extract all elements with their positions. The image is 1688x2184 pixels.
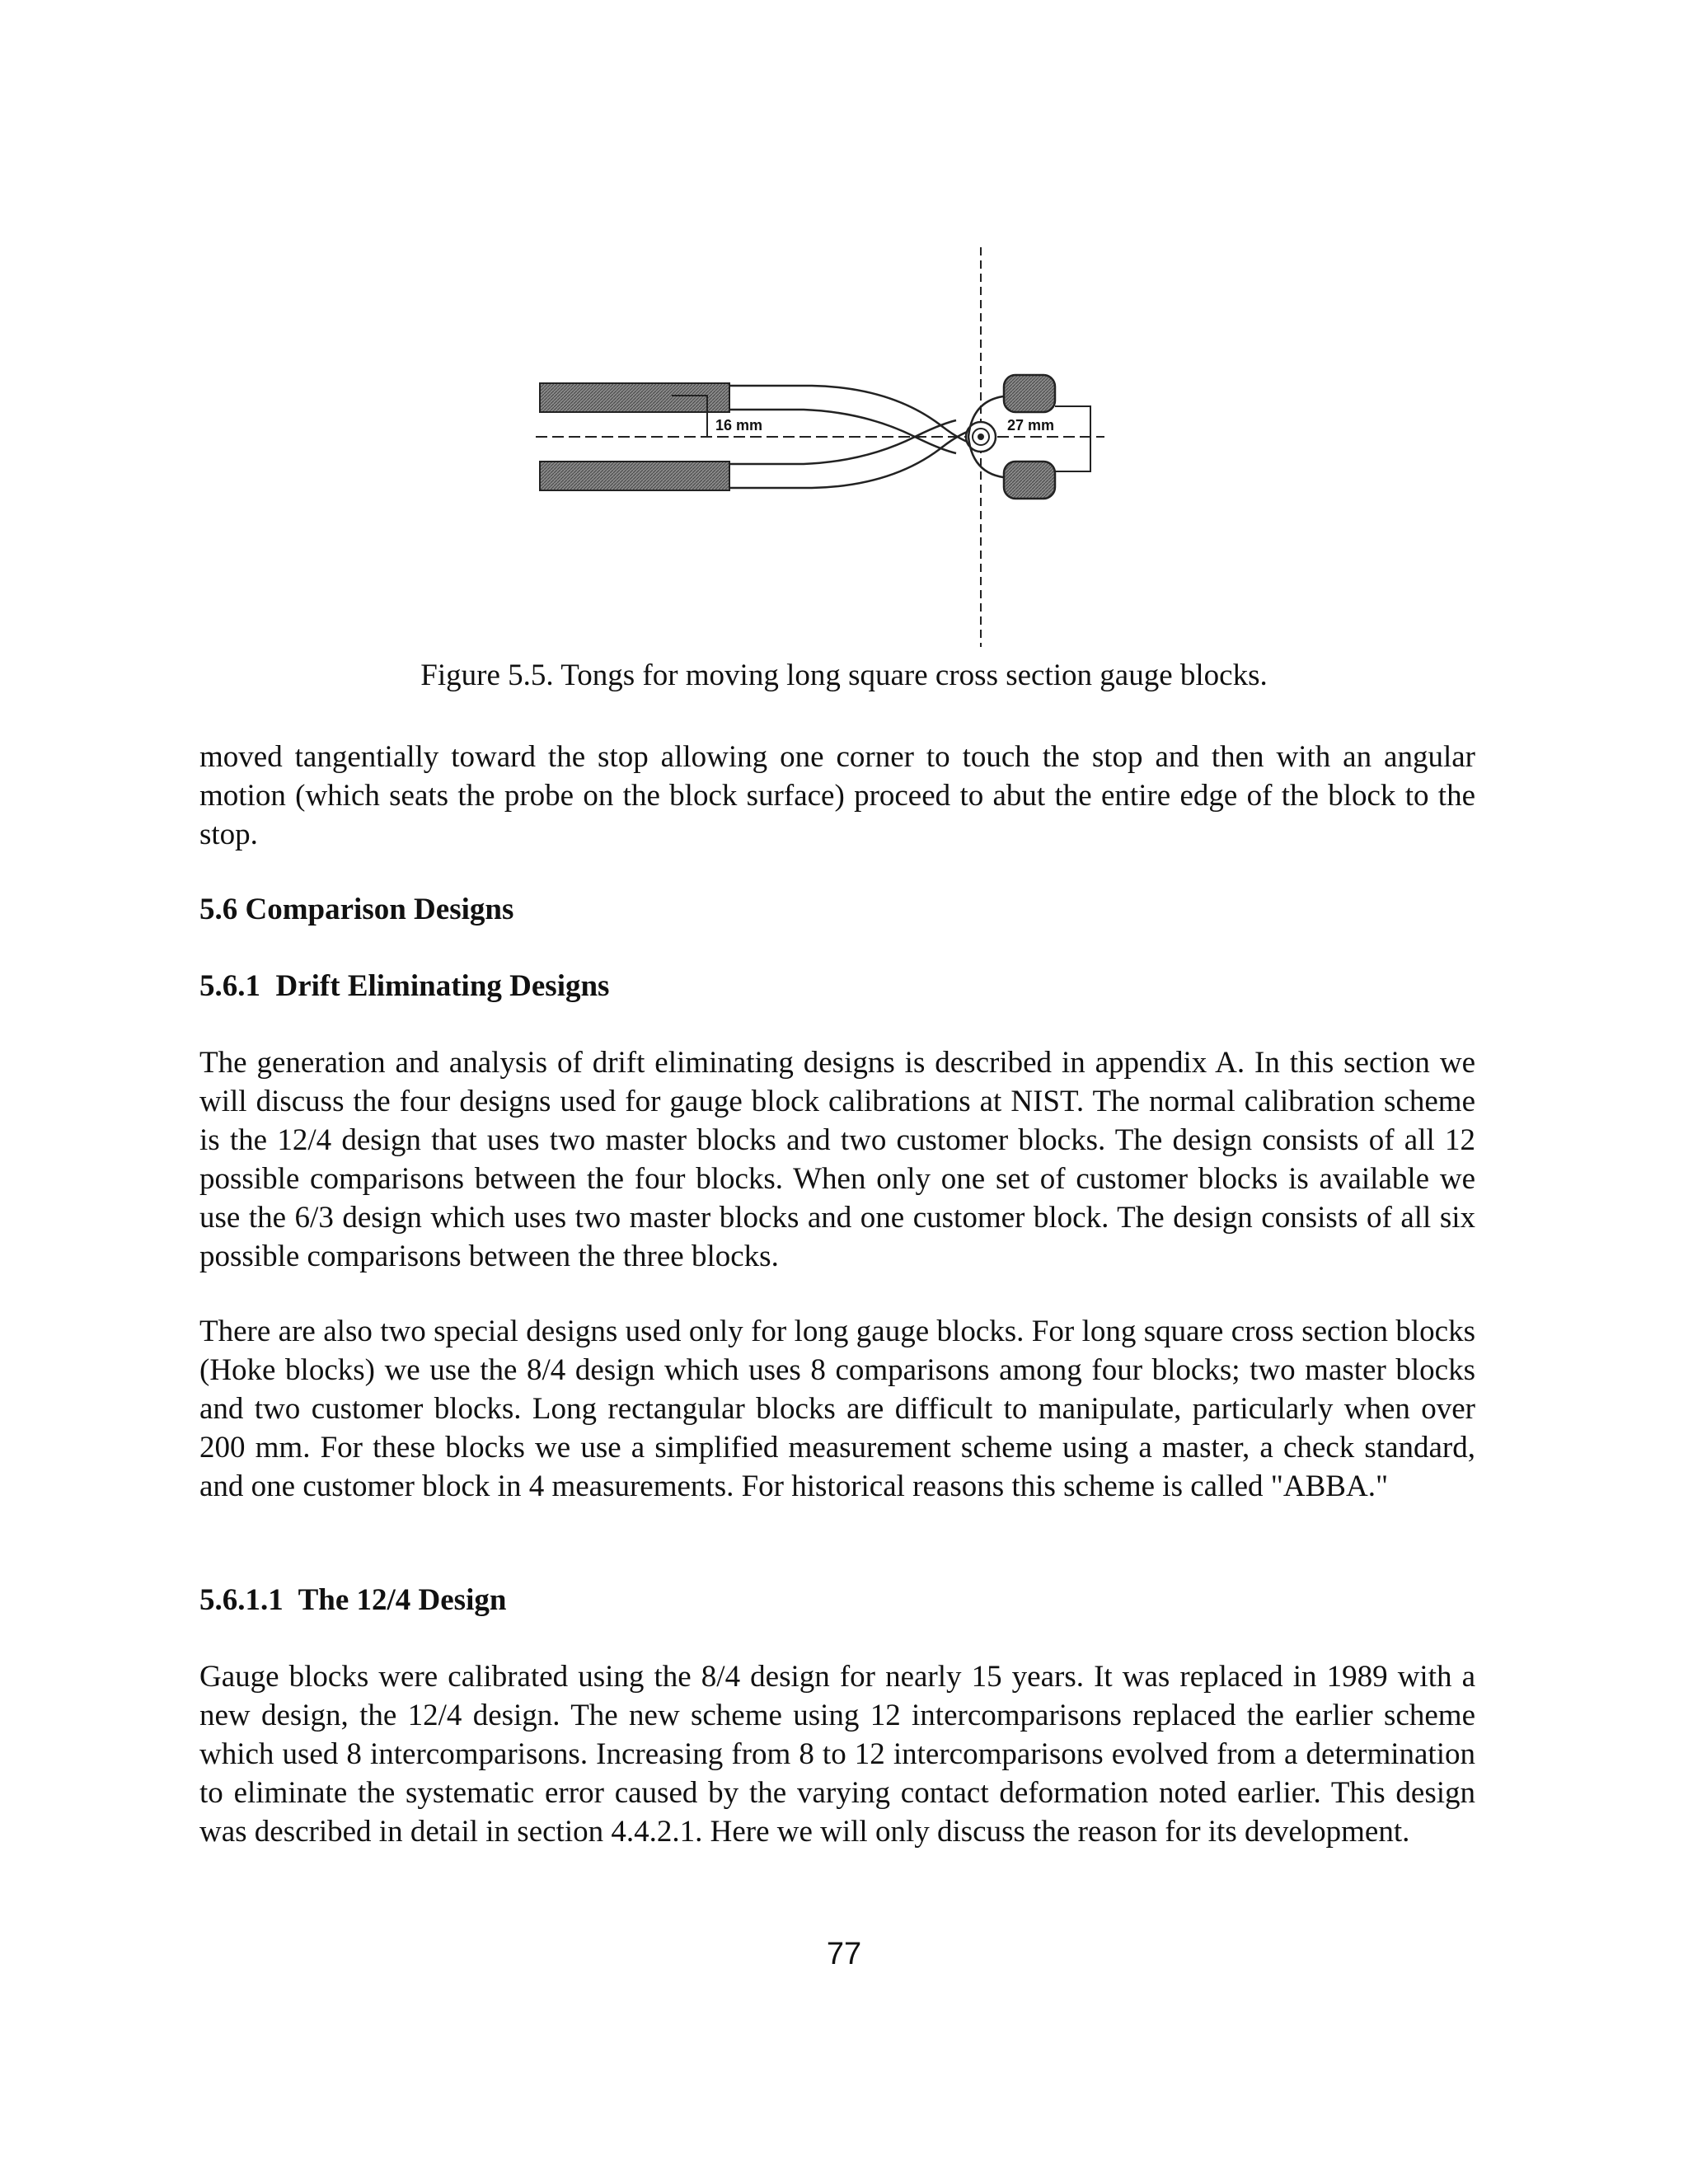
figure-caption: Figure 5.5. Tongs for moving long square cross section gauge blocks. bbox=[420, 658, 1268, 692]
page-number: 77 bbox=[826, 1937, 862, 1971]
left-lower-grip bbox=[540, 462, 729, 490]
paragraph-continuation: moved tangentially toward the stop allowing one corner to touch the stop and then with an angular motion (which seats the probe on the block surface) proceed to abut the entire edge of the block to the stop. bbox=[199, 740, 1475, 851]
right-dimension-label: 27 mm bbox=[1007, 417, 1055, 434]
right-lower-block bbox=[1004, 462, 1055, 499]
left-upper-grip bbox=[540, 383, 729, 412]
left-dimension-label: 16 mm bbox=[715, 417, 763, 434]
lower-arm-inner bbox=[729, 420, 956, 464]
pivot-center bbox=[978, 434, 984, 440]
paragraph-drift-designs: The generation and analysis of drift eliminating designs is described in appendix A. In this section we will discuss the four designs used for gauge block calibrations at NIST. The normal calibration scheme is the 12/4 design that uses two master blocks and two customer blocks. The design consists of all 12 possible comparisons between the four blocks. When only one set of customer blocks is available we use the 6/3 design which uses two master blocks and one customer block. The design consists of all six possible comparisons between the three blocks. bbox=[199, 1046, 1475, 1273]
right-dimension-bracket bbox=[1055, 406, 1090, 471]
subsection-heading: 5.6.1 Drift Eliminating Designs bbox=[199, 969, 610, 1003]
subsubsection-heading: 5.6.1.1 The 12/4 Design bbox=[199, 1583, 507, 1617]
section-heading: 5.6 Comparison Designs bbox=[199, 893, 514, 926]
upper-arm-inner bbox=[729, 410, 956, 453]
paragraph-special-designs: There are also two special designs used only for long gauge blocks. For long square cross section blocks (Hoke blocks) we use the 8/4 design which uses 8 comparisons among four blocks; two master blocks and two customer blocks. Long rectangular blocks are difficult to manipulate, particularly when over 200 mm. For these blocks we use a simplified measurement scheme using a master, a check standard, and one customer block in 4 measurements. For historical reasons this scheme is called "ABBA." bbox=[199, 1315, 1475, 1503]
paragraph-12-4-design: Gauge blocks were calibrated using the 8/4 design for nearly 15 years. It was replaced in 1989 with a new design, the 12/4 design. The new scheme using 12 intercomparisons replaced the earlier scheme which used 8 intercomparisons. Increasing from 8 to 12 intercomparisons evolved from a determination to eliminate the systematic error caused by the varying contact deformation noted earlier. This design was described in detail in section 4.4.2.1. Here we will only discuss the reason for its development. bbox=[199, 1660, 1475, 1849]
tongs-figure bbox=[528, 239, 1121, 668]
right-upper-block bbox=[1004, 375, 1055, 412]
